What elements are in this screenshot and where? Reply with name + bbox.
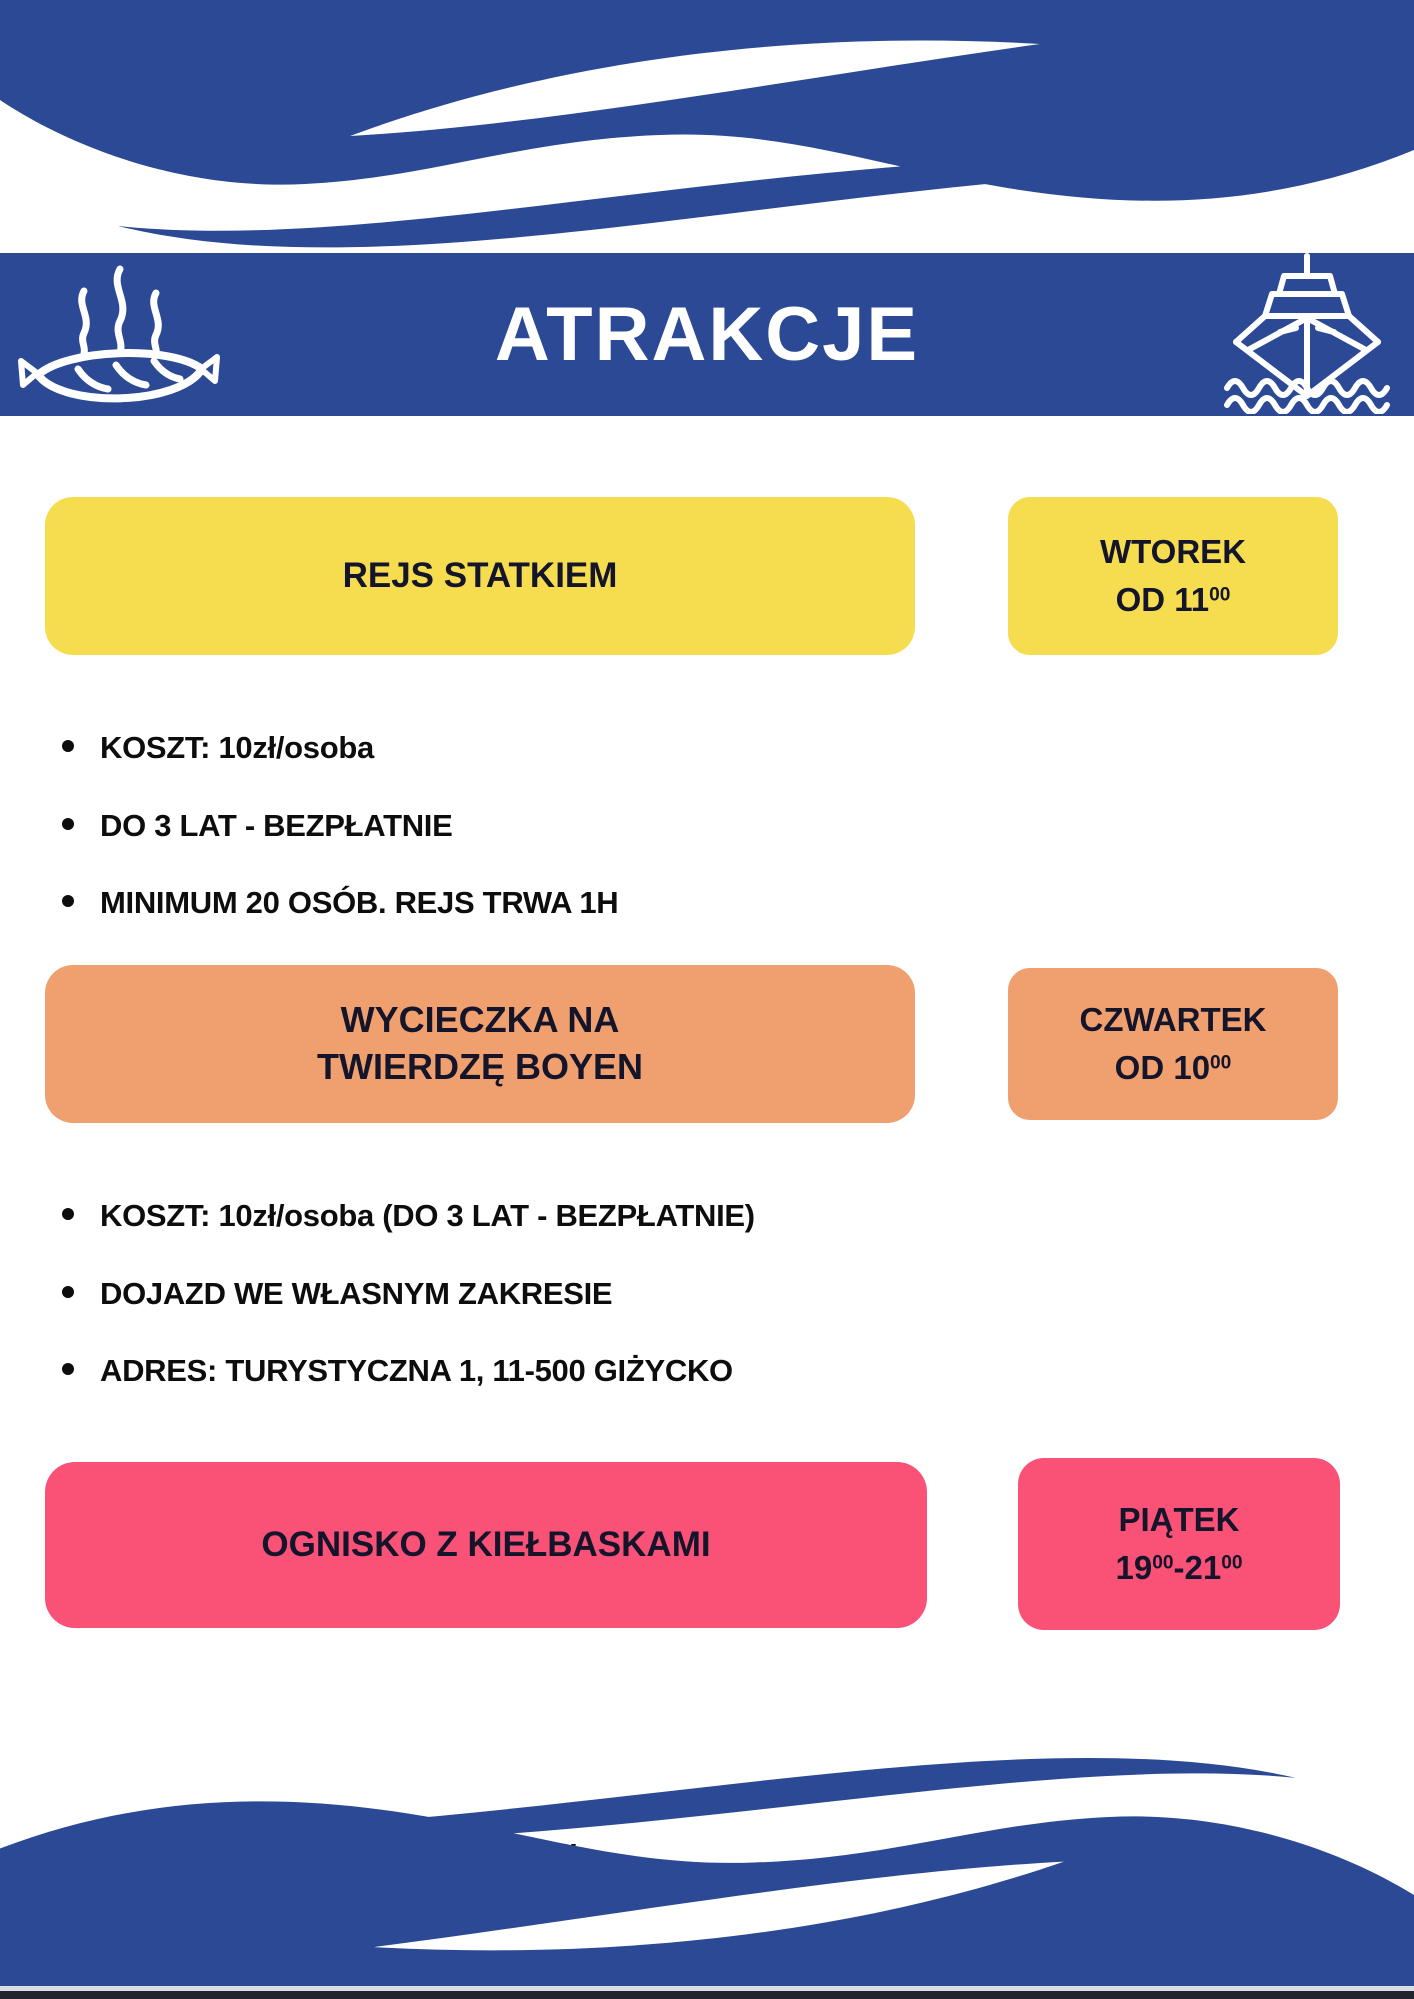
ship-hull-left	[1236, 316, 1265, 342]
section-title-line: TWIERDZĘ BOYEN	[316, 1046, 643, 1087]
bullet-dot	[62, 1286, 74, 1298]
bullet-dot	[62, 1208, 74, 1220]
rejs-details-list	[62, 730, 1162, 963]
list-item-text: KOSZT: 10zł/osoba	[100, 730, 374, 765]
schedule-time	[1115, 1044, 1232, 1092]
sausage-knot-right	[201, 357, 217, 381]
time-text: -21	[1173, 1549, 1222, 1586]
ship-lower-deck	[1265, 294, 1349, 316]
steam-line-icon	[154, 293, 159, 355]
wave-main-shape	[0, 0, 1414, 201]
schedule-day: PIĄTEK	[1118, 1501, 1240, 1539]
list-item	[62, 885, 1162, 921]
list-item	[62, 730, 1162, 766]
sausage-knot-left	[21, 361, 37, 385]
bottom-wave-decoration	[0, 1750, 1414, 1988]
list-item	[62, 1276, 1162, 1312]
schedule-box-czwartek	[1008, 968, 1338, 1120]
schedule-box-piatek	[1018, 1458, 1340, 1630]
ship-hull-right	[1349, 316, 1378, 342]
time-superscript: 00	[1209, 584, 1231, 606]
time-text: 19	[1115, 1549, 1153, 1586]
grill-mark	[78, 369, 108, 389]
grilled-sausage-icon	[8, 257, 226, 415]
bullet-dot	[62, 1363, 74, 1375]
schedule-day: CZWARTEK	[1079, 1001, 1267, 1039]
time-superscript: 00	[1210, 1052, 1232, 1074]
steam-line-icon	[117, 269, 123, 353]
bullet-dot	[62, 740, 74, 752]
section-title-box-rejs	[45, 497, 915, 655]
time-text: OD 11	[1115, 581, 1210, 618]
list-item-text: ADRES: TURYSTYCZNA 1, 11-500 GIŻYCKO	[100, 1353, 733, 1389]
bullet-dot	[62, 895, 74, 907]
schedule-day: WTOREK	[1099, 533, 1247, 571]
section-title-box-ognisko	[45, 1462, 927, 1628]
schedule-time	[1116, 576, 1231, 624]
list-item	[62, 1198, 1162, 1234]
grill-mark	[154, 361, 180, 379]
top-wave-decoration	[0, 0, 1414, 256]
bottom-edge-dark-strip	[0, 1991, 1414, 1999]
wycieczka-details-list	[62, 1198, 1162, 1431]
ship-icon	[1222, 248, 1392, 414]
list-item-text: KOSZT: 10zł/osoba (DO 3 LAT - BEZPŁATNIE)	[100, 1198, 755, 1233]
water-wave-line	[1227, 381, 1387, 395]
time-superscript: 00	[1221, 1552, 1243, 1574]
wave-main-shape	[0, 1801, 1414, 1988]
section-title-box-wycieczka	[45, 965, 915, 1123]
grill-mark	[116, 365, 146, 385]
water-wave-line	[1227, 398, 1387, 412]
schedule-box-wtorek	[1008, 497, 1338, 655]
list-item	[62, 808, 1162, 844]
list-item	[62, 1353, 1162, 1389]
section-title-line: WYCIECZKA NA	[340, 999, 620, 1041]
page-title: ATRAKCJE	[494, 292, 920, 377]
section-title: OGNISKO Z KIEŁBASKAMI	[261, 1525, 711, 1565]
bullet-dot	[62, 818, 74, 830]
time-superscript: 00	[1152, 1552, 1174, 1574]
list-item-text: DOJAZD WE WŁASNYM ZAKRESIE	[100, 1275, 613, 1311]
list-item-text: DO 3 LAT - BEZPŁATNIE	[100, 807, 453, 843]
section-title: REJS STATKIEM	[342, 556, 618, 596]
list-item-text: MINIMUM 20 OSÓB. REJS TRWA 1H	[100, 885, 619, 921]
schedule-time	[1116, 1544, 1243, 1592]
steam-line-icon	[82, 291, 87, 353]
time-text: OD 10	[1114, 1049, 1211, 1086]
